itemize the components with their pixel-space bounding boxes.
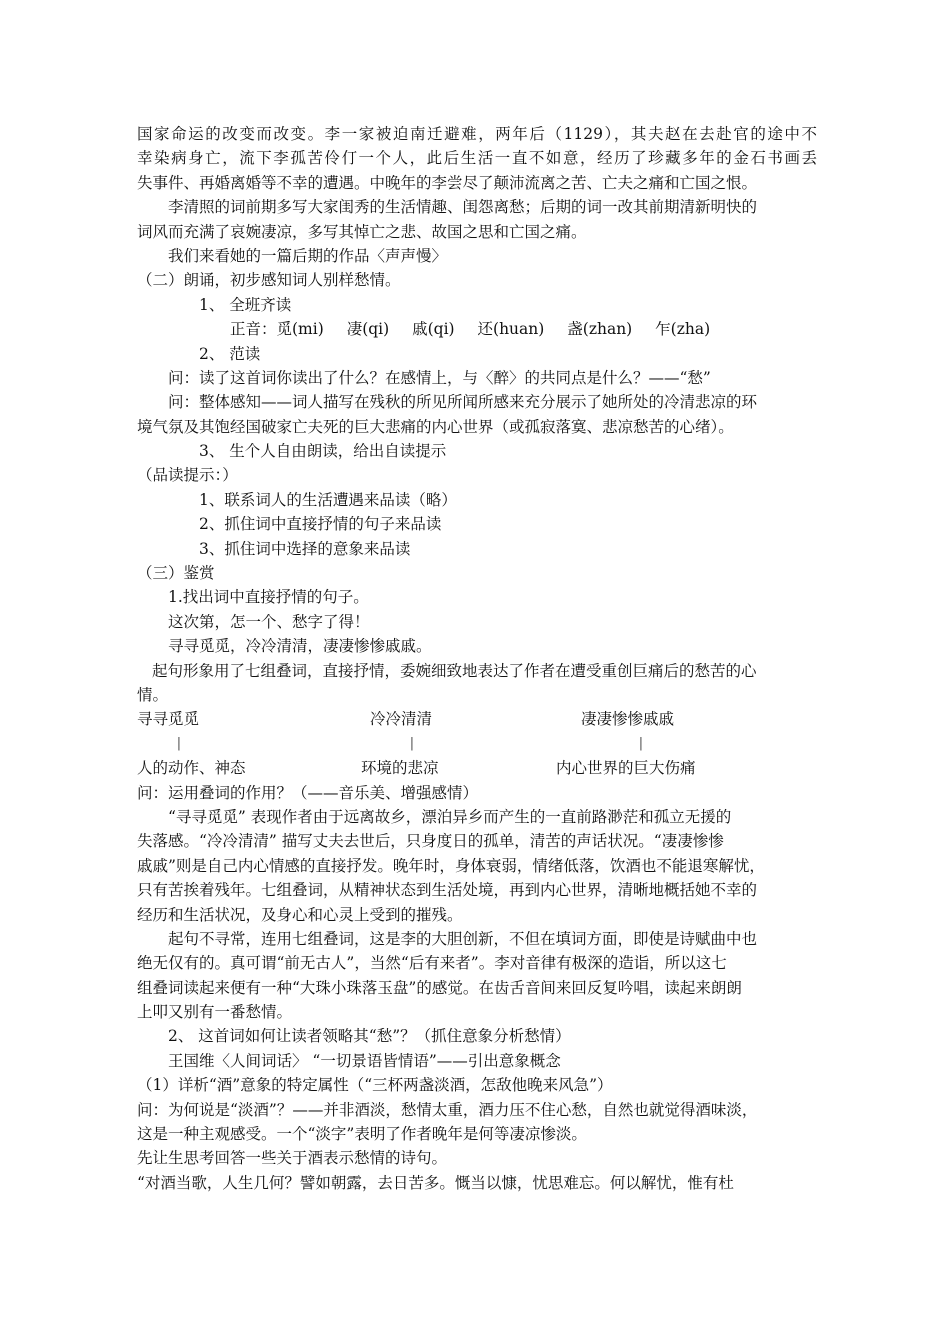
- section-heading: （二）朗诵，初步感知词人别样愁情。: [137, 271, 401, 290]
- text-line: 组叠词读起来便有一种“大珠小珠落玉盘”的感觉。在齿舌音间来回反复吟唱，读起来朗朗: [137, 978, 742, 997]
- diagram-term: 寻寻觅觅: [137, 710, 200, 729]
- diagram-term: 凄凄惨惨戚戚: [581, 710, 675, 729]
- text-line: 先让生思考回答一些关于酒表示愁情的诗句。: [137, 1149, 448, 1168]
- diagram-bottom-row: [137, 756, 817, 780]
- text-line: 起句不寻常，连用七组叠词，这是李的大胆创新，不但在填词方面，即使是诗赋曲中也: [168, 929, 758, 948]
- list-item: 2、 这首词如何让读者领略其“愁”？（抓住意象分析愁情）: [168, 1027, 571, 1046]
- text-line: 经历和生活状况，及身心和心灵上受到的摧残。: [137, 905, 463, 924]
- list-item: 3、抓住词中选择的意象来品读: [199, 539, 411, 558]
- list-item: 2、 范读: [199, 344, 261, 363]
- pinyin-line: [137, 317, 817, 341]
- list-item: 3、 生个人自由朗读，给出自读提示: [199, 442, 447, 461]
- text-line: 情。: [137, 685, 169, 704]
- list-item: 1.找出词中直接抒情的句子。: [168, 588, 369, 607]
- text-line: “寻寻觅觅” 表现作者由于远离故乡，漂泊异乡而产生的一直前路渺茫和孤立无援的: [168, 807, 732, 826]
- text-line: 王国维〈人间词话〉 “一切景语皆情语”——引出意象概念: [168, 1051, 561, 1070]
- text-line: 起句形象用了七组叠词，直接抒情，委婉细致地表达了作者在遭受重创巨痛后的愁苦的心: [152, 661, 757, 680]
- text-line: 境气氛及其饱经国破家亡夫死的巨大悲痛的内心世界（或孤寂落寞、悲凉愁苦的心绪）。: [137, 417, 734, 436]
- text-line: “对酒当歌，人生几何？譬如朝露，去日苦多。慨当以慷，忧思难忘。何以解忧，惟有杜: [137, 1173, 734, 1192]
- quote-line: 这次第，怎一个、愁字了得！: [168, 612, 370, 631]
- pinyin-item: 盏(zhan): [567, 320, 633, 339]
- text-line: 李清照的词前期多写大家闺秀的生活情趣、闺怨离愁；后期的词一改其前期清新明快的: [168, 198, 758, 217]
- text-line: 幸染病身亡，流下李孤苦伶仃一个人，此后生活一直不如意，经历了珍藏多年的金石书画丢: [137, 149, 817, 168]
- question-line: 问：整体感知——词人描写在残秋的所见所闻所感来充分展示了她所处的冷清悲凉的环: [168, 393, 758, 412]
- diagram-top-row: [137, 707, 817, 731]
- pinyin-item: 正音：觅(mi): [230, 320, 324, 339]
- connector-line: |: [637, 735, 645, 751]
- diagram-meaning: 人的动作、神态: [137, 759, 246, 778]
- text-line: 国家命运的改变而改变。李一家被迫南迁避难，两年后（1129），其夫赵在去赴官的途中不: [137, 125, 817, 143]
- diagram-term: 冷冷清清: [370, 710, 433, 729]
- list-item: 2、抓住词中直接抒情的句子来品读: [199, 515, 442, 534]
- text-line: 词风而充满了哀婉凄凉，多写其悼亡之悲、故国之思和亡国之痛。: [137, 222, 587, 241]
- question-line: 问：读了这首词你读出了什么？在感情上，与〈醉〉的共同点是什么？——“愁”: [168, 368, 711, 387]
- list-item: 1、联系词人的生活遭遇来品读（略）: [199, 490, 457, 509]
- section-heading: （三）鉴赏: [137, 564, 215, 583]
- pinyin-item: 凄(qi): [346, 320, 390, 339]
- text-line: 戚戚”则是自己内心情感的直接抒发。晚年时，身体衰弱，情绪低落，饮酒也不能退寒解忧，: [137, 856, 765, 875]
- diagram-meaning: 环境的悲凉: [361, 759, 439, 778]
- text-line: 上叩又别有一番愁情。: [137, 1003, 293, 1022]
- connector-line: |: [408, 735, 416, 751]
- question-line: 问：运用叠词的作用？（——音乐美、增强感情）: [137, 783, 479, 802]
- text-line: 失事件、再婚离婚等不幸的遭遇。中晚年的李尝尽了颠沛流离之苦、亡夫之痛和亡国之恨。: [137, 173, 758, 192]
- document-body: [137, 122, 817, 1195]
- diagram-meaning: 内心世界的巨大伤痛: [556, 759, 696, 778]
- list-item: 1、 全班齐读: [199, 295, 292, 314]
- text-line: 只有苦挨着残年。七组叠词，从精神状态到生活处境，再到内心世界，清晰地概括她不幸的: [137, 881, 758, 900]
- section-heading: （1）详析“酒”意象的特定属性（“三杯两盏淡酒，怎敌他晚来风急”）: [137, 1076, 613, 1095]
- text-line: 我们来看她的一篇后期的作品〈声声慢〉: [168, 246, 448, 265]
- question-line: 问：为何说是“淡酒”？——并非酒淡，愁情太重，酒力压不住心愁，自然也就觉得酒味淡，: [137, 1100, 758, 1119]
- quote-line: 寻寻觅觅，冷冷清清，凄凄惨惨戚戚。: [168, 637, 432, 656]
- connector-line: |: [175, 735, 183, 751]
- text-line: 失落感。“冷冷清清” 描写丈夫去世后，只身度日的孤单，清苦的声话状况。“凄凄惨惨: [137, 832, 724, 851]
- pinyin-item: 乍(zha): [655, 320, 711, 339]
- pinyin-item: 还(huan): [477, 320, 545, 339]
- section-heading: （品读提示：）: [137, 466, 238, 485]
- diagram-connector-row: [137, 732, 817, 756]
- text-line: 这是一种主观感受。一个“淡字”表明了作者晚年是何等凄凉惨淡。: [137, 1125, 587, 1144]
- pinyin-item: 戚(qi): [412, 320, 455, 339]
- text-line: 绝无仅有的。真可谓“前无古人”，当然“后有来者”。李对音律有极深的造诣，所以这七: [137, 954, 727, 973]
